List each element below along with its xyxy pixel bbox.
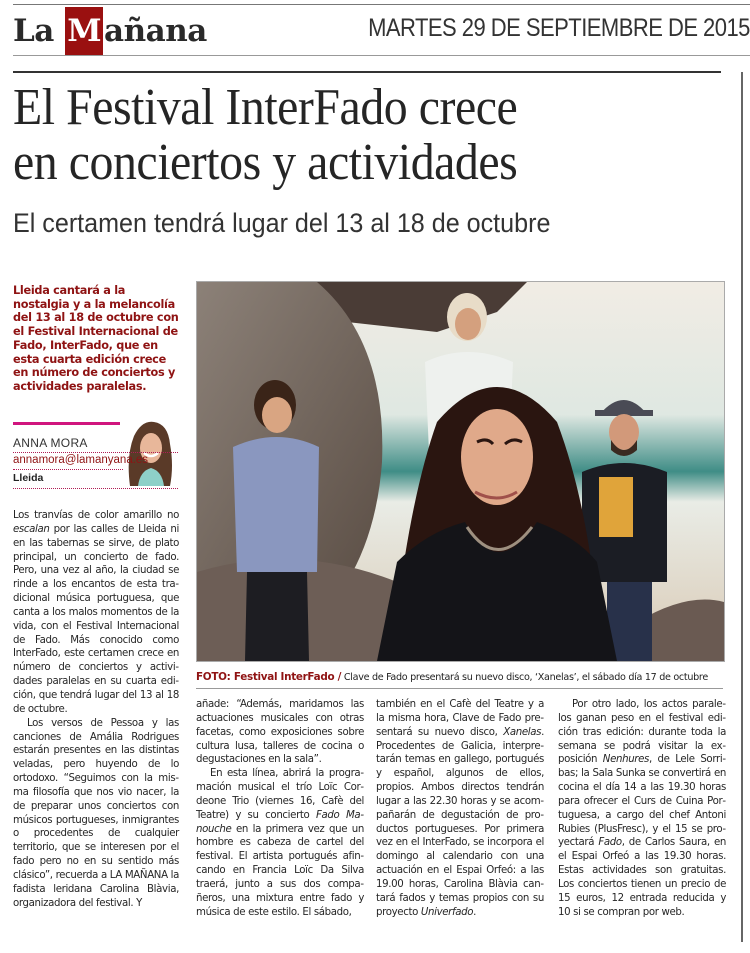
photo-credit: FOTO: Festival InterFado / xyxy=(196,671,342,683)
paragraph: Los versos de Pessoa y las canciones de Amália Rodrigues estarán presentes en las distintas veladas, pero huyendo de lo ortodoxo. “Seguimos con la misma filosofía que nos vio nacer, la de preparar unos conciertos con músicos portugueses, inmigrantes o procedentes de cualquier territorio, que se interesen por el fado pero no en su sentido más clásico”, recuerda a LA MAÑANA la fadista leridana Carolina Blàvia, organizadora del festival. Y xyxy=(13,717,179,909)
text-run: . Procedentes de Galicia, interpretarán temas en gallego, portugués y español, algunos de ellos, propios. Ambos directos tendrán lugar a las 22.30 horas y se acompañarán de degustación de productos portugueses. Por primera vez en el InterFado, se incorpora el domingo al calendario con una actuación en el Espai Orfeó: a las 19.00 horas, Carolina Blàvia cantará fados y temas propios con su proyecto xyxy=(376,726,544,918)
photo-caption xyxy=(196,671,723,683)
page-edge-rule xyxy=(741,72,743,942)
author-photo xyxy=(120,416,178,486)
paragraph xyxy=(13,509,179,717)
italic-text: Xanelas xyxy=(503,726,542,738)
headline xyxy=(13,80,675,190)
dotted-rule xyxy=(13,469,123,470)
text-run: por las calles de Lleida ni en las tabernas se sirve, de plato principal, un concierto de fado. Pero, una vez al año, la ciudad se rinde a los encantos de esta tradicional música portuguesa, que canta a los malos momentos de la vida, con el Festival Internacional de Fado. Más conocido como InterFado, este certamen crece en número de conciertos y actividades paralelas en su cuarta edición, que tendrá lugar del 13 al 18 de octubre. xyxy=(13,523,179,715)
text-run: también en el Cafè del Teatre y a la misma hora, Clave de Fado presentará su nuevo disco, xyxy=(376,699,544,738)
article-photo xyxy=(196,281,725,662)
newspaper-logo xyxy=(13,7,207,55)
subheadline: El certamen tendrá lugar del 13 al 18 de octubre xyxy=(13,208,551,238)
caption-rule xyxy=(196,688,723,689)
dotted-rule xyxy=(13,488,178,489)
body-column-2 xyxy=(196,698,364,920)
text-run: . xyxy=(473,906,477,918)
body-column-1 xyxy=(13,509,179,910)
text-run: Los tranvías de color amarillo no xyxy=(13,510,179,521)
logo-text-post: añana xyxy=(104,13,207,49)
text-run: , de Carlos Saura, en el Espai Orfeó a las 19.30 horas. Estas actividades son gratuitas. Los conciertos tienen un precio de 15 euros, 12 entrada reducida y 10 si se compran por web. xyxy=(558,837,726,918)
author-location: Lleida xyxy=(13,472,44,484)
text-run: , de Lele Sorribas; la Sala Sunka se convertirá en cocina el día 14 a las 19.30 horas para ofrecer el Curs de Cuina Portuguesa, a cargo del chef Antoni Rubies (PlusFresc), y el 15 se proyectará xyxy=(558,754,726,849)
paragraph xyxy=(196,767,364,919)
top-rule xyxy=(13,4,750,5)
photo-caption-text: Clave de Fado presentará su nuevo disco, ‘Xanelas’, el sábado día 17 de octubre xyxy=(341,672,708,683)
dotted-rule xyxy=(13,452,178,453)
lead-paragraph: Lleida cantará a la nostalgia y a la melancolía del 13 al 18 de octubre con el Festival Internacional de Fado, InterFado, que en esta cuarta edición crece en número de conciertos y actividades paralelas. xyxy=(13,284,179,393)
body-column-3 xyxy=(376,698,544,920)
author-email-link[interactable]: annamora@lamanyana.es xyxy=(13,454,149,466)
headline-line-1: El Festival InterFado crece xyxy=(13,79,518,136)
italic-text: Nenhures xyxy=(602,754,650,766)
italic-text: escalan xyxy=(13,523,50,535)
author-name: ANNA MORA xyxy=(13,436,88,450)
headline-rule xyxy=(13,71,721,73)
paragraph: añade: “Además, maridamos las actuaciones musicales con otras facetas, como exposiciones sobre cultura lusa, talleres de cocina o degustaciones en la sala”. xyxy=(196,699,364,766)
headline-line-2: en conciertos y actividades xyxy=(13,134,518,191)
paragraph xyxy=(558,698,726,920)
italic-text: Fado Manouche xyxy=(196,809,365,835)
text-run: en la primera vez que un hombre es cabeza de cartel del festival. El artista portugués afincando en Francia Loïc Da Silva traerá, junto a sus dos compañeros, una mixtura entre fado y música de este estilo. El sábado, xyxy=(196,823,364,918)
paragraph xyxy=(376,698,544,920)
text-run: En esta línea, abrirá la programación musical el trío Loïc Cordeone Trio (viernes 16, Cafè del Teatre) y su concierto xyxy=(196,768,364,821)
body-column-4 xyxy=(558,698,726,920)
dateline: MARTES 29 DE SEPTIEMBRE DE 2015 xyxy=(368,14,750,42)
text-run: Por otro lado, los actos paralelos ganan peso en el festival edición tras edición: durante toda la semana se podrá visitar la exposición xyxy=(558,699,726,766)
italic-text: Univerfado xyxy=(420,906,474,918)
logo-m-block: M xyxy=(65,7,103,55)
italic-text: Fado xyxy=(598,837,622,849)
logo-text-pre: La xyxy=(13,13,65,49)
masthead-rule xyxy=(13,55,750,56)
